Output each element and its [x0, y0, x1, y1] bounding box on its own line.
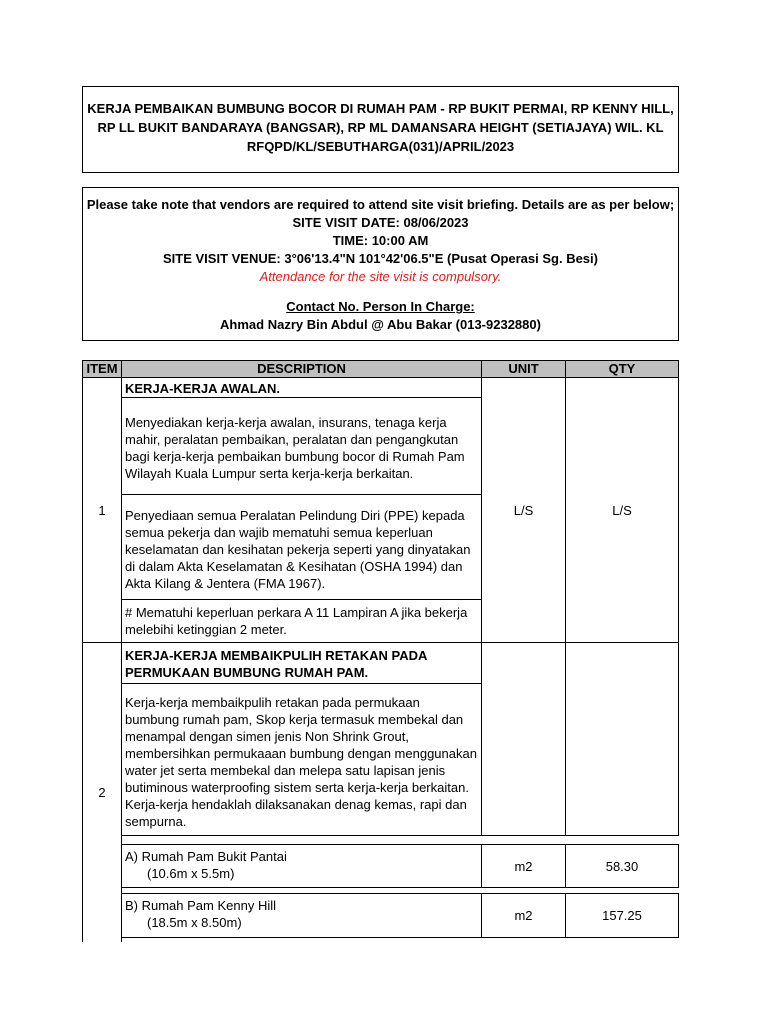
- item-2-paragraph-1: [121, 683, 482, 836]
- item-2b-qty: [565, 893, 679, 938]
- text-line: di dalam Akta Keselamatan & Kesihatan (OSHA 1994) dan: [125, 559, 463, 574]
- header-unit: UNIT: [481, 360, 566, 378]
- text-line: semua pekerja dan wajib mematuhi semua keperluan: [125, 525, 433, 540]
- spacer: [83, 286, 678, 298]
- site-visit-venue: SITE VISIT VENUE: 3°06'13.4"N 101°42'06.5"E (Pusat Operasi Sg. Besi): [163, 251, 598, 266]
- text-line: butiminous waterproofing sistem serta kerja-kerja berkaitan.: [125, 780, 469, 795]
- text-line: keselamatan dan kesihatan pekerja seperti yang dinyatakan: [125, 542, 471, 557]
- text-line: Wilayah Kuala Lumpur serta kerja-kerja berkaitan.: [125, 466, 414, 481]
- unit-value: m2: [514, 908, 533, 923]
- unit-value: m2: [514, 858, 533, 874]
- heading-line: KERJA-KERJA MEMBAIKPULIH RETAKAN PADA: [125, 648, 428, 663]
- item-2a-description: [121, 844, 482, 888]
- text-line: water jet serta membekal dan melepa satu lapisan jenis: [125, 763, 446, 778]
- item-1-paragraph-3: [121, 599, 482, 643]
- item-2b-description: [121, 893, 482, 938]
- item-1-number: [82, 377, 122, 643]
- qty-value: 157.25: [602, 908, 642, 923]
- header-description: DESCRIPTION: [121, 360, 482, 378]
- contact-person: Ahmad Nazry Bin Abdul @ Abu Bakar (013-9232880): [220, 317, 541, 332]
- site-visit-notice-box: [82, 187, 679, 341]
- qty-value: 58.30: [605, 858, 639, 874]
- sub-item-size: (18.5m x 8.50m): [147, 915, 242, 930]
- sub-item-label: A) Rumah Pam Bukit Pantai: [125, 849, 287, 864]
- text-line: Kerja-kerja membaikpulih retakan pada permukaan: [125, 695, 420, 710]
- sub-item-size: (10.6m x 5.5m): [147, 866, 235, 881]
- site-visit-date: SITE VISIT DATE: 08/06/2023: [292, 215, 469, 230]
- unit-value: L/S: [513, 502, 534, 518]
- notice-intro: Please take note that vendors are required to attend site visit briefing. Details are as per below;: [86, 197, 675, 212]
- text-line: Menyediakan kerja-kerja awalan, insurans, tenaga kerja: [125, 415, 447, 430]
- item-1-paragraph-2: [121, 494, 482, 600]
- header-item: ITEM: [82, 360, 122, 378]
- text-line: Penyediaan semua Peralatan Pelindung Diri (PPE) kepada: [125, 508, 465, 523]
- item-1-paragraph-1: [121, 397, 482, 495]
- text-line: mahir, peralatan pembaikan, peralatan dan pengangkutan: [125, 432, 459, 447]
- text-line: melebihi ketinggian 2 meter.: [125, 622, 287, 637]
- document-title-box: [82, 86, 679, 173]
- item-2-unit-empty: [481, 642, 566, 836]
- title-line-3: RFQPD/KL/SEBUTHARGA(031)/APRIL/2023: [246, 139, 515, 154]
- text-line: sempurna.: [125, 814, 187, 829]
- text-line: Akta Kilang & Jentera (FMA 1967).: [125, 576, 326, 591]
- site-visit-time: TIME: 10:00 AM: [332, 233, 429, 248]
- contact-label: Contact No. Person In Charge:: [286, 299, 475, 314]
- text-line: bumbung rumah pam, Skop kerja termasuk membekal dan: [125, 712, 464, 727]
- text-line: menampal dengan simen jenis Non Shrink Grout,: [125, 729, 409, 744]
- text-line: membersihkan permukaaan bumbung dengan menggunakan: [125, 746, 477, 761]
- item-2a-qty: [565, 844, 679, 888]
- qty-value: L/S: [612, 502, 632, 518]
- item-2-heading: [121, 642, 482, 684]
- item-2-number: [82, 642, 122, 942]
- title-line-1: KERJA PEMBAIKAN BUMBUNG BOCOR DI RUMAH PAM - RP BUKIT PERMAI, RP KENNY HILL,: [87, 101, 674, 116]
- item-2-qty-empty: [565, 642, 679, 836]
- attendance-note: Attendance for the site visit is compulsory.: [259, 269, 502, 284]
- text-line: Kerja-kerja hendaklah dilaksanakan denag kemas, rapi dan: [125, 797, 467, 812]
- item-number: 2: [98, 785, 106, 800]
- item-number: 1: [98, 502, 106, 518]
- item-2a-unit: [481, 844, 566, 888]
- text-line: bagi kerja-kerja pembaikan bumbung bocor di Rumah Pam: [125, 449, 465, 464]
- header-qty: QTY: [565, 360, 679, 378]
- sub-item-label: B) Rumah Pam Kenny Hill: [125, 898, 276, 913]
- item-1-heading: KERJA-KERJA AWALAN.: [121, 377, 482, 398]
- text-line: # Mematuhi keperluan perkara A 11 Lampiran A jika bekerja: [125, 605, 468, 620]
- title-line-2: RP LL BUKIT BANDARAYA (BANGSAR), RP ML DAMANSARA HEIGHT (SETIAJAYA) WIL. KL: [97, 120, 664, 135]
- item-2b-unit: [481, 893, 566, 938]
- item-1-unit: [481, 377, 566, 643]
- heading-line: PERMUKAAN BUMBUNG RUMAH PAM.: [125, 665, 369, 680]
- item-1-qty: [565, 377, 679, 643]
